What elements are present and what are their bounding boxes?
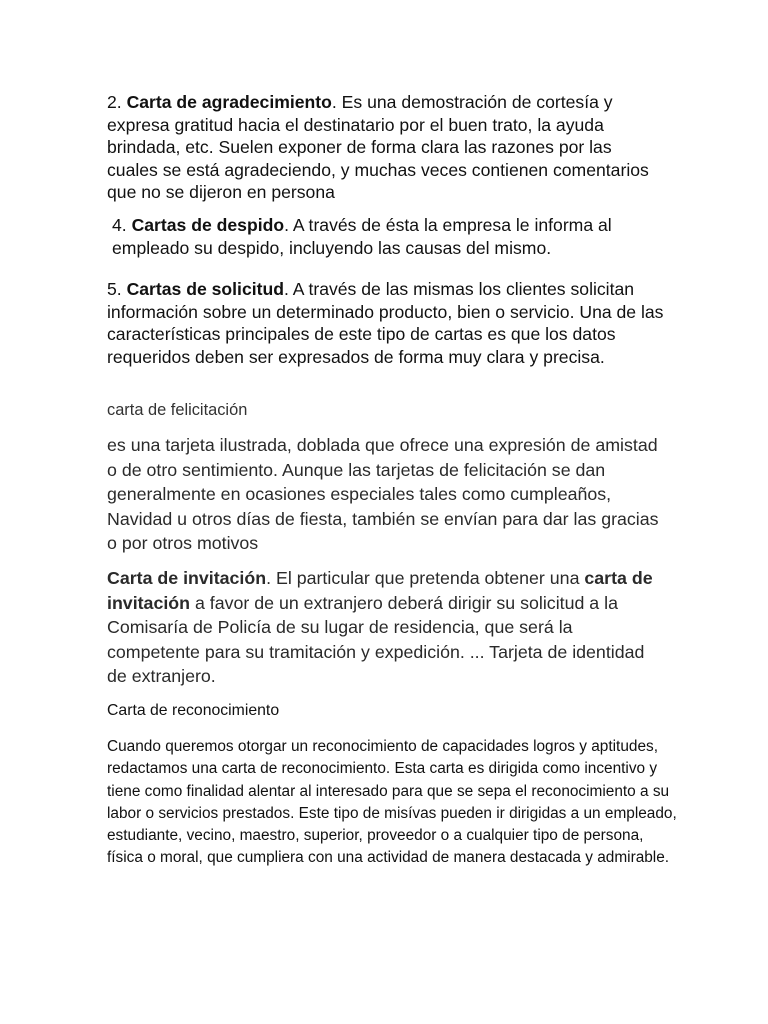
- term-carta-agradecimiento: Carta de agradecimiento: [126, 92, 332, 112]
- paragraph-text: . El particular que pretenda obtener una: [266, 568, 585, 588]
- paragraph-cartas-solicitud: [107, 278, 667, 368]
- paragraph-carta-reconocimiento: Cuando queremos otorgar un reconocimiento de capacidades logros y aptitudes, redactamos una carta de reconocimiento. Esta carta es dirigida como incentivo y tiene como finalidad alentar al interesado para que se sepa el reconocimiento a su labor o servicios prestados. Este tipo de misívas pueden ir dirigidas a un empleado, estudiante, vecino, maestro, superior, proveedor o a cualquier tipo de persona, física o moral, que cumpliera con una actividad de manera destacada y admirable.: [107, 738, 677, 867]
- item-number: 4.: [112, 215, 132, 235]
- item-number: 5.: [107, 279, 127, 299]
- term-carta-invitacion: Carta de invitación: [107, 568, 267, 588]
- paragraph-carta-felicitacion: es una tarjeta ilustrada, doblada que ofrece una expresión de amistad o de otro sentimiento. Aunque las tarjetas de felicitación se dan generalmente en ocasiones especiales tales como cumpleaños, Navidad u otros días de fiesta, también se envían para dar las gracias o por otros motivos: [107, 435, 659, 553]
- heading-carta-reconocimiento: Carta de reconocimiento: [107, 702, 280, 719]
- term-cartas-despido: Cartas de despido: [131, 215, 285, 235]
- heading-carta-felicitacion: carta de felicitación: [107, 401, 248, 419]
- item-number: 2.: [107, 92, 127, 112]
- paragraph-carta-agradecimiento: [107, 91, 667, 204]
- paragraph-carta-invitacion: [107, 566, 667, 689]
- term-cartas-solicitud: Cartas de solicitud: [126, 279, 284, 299]
- paragraph-cartas-despido: [107, 214, 667, 259]
- paragraph-text: . A través de ésta la empresa le informa al empleado su despido, incluyendo las causas del mismo.: [112, 215, 612, 258]
- paragraph-text: a favor de un extranjero deberá dirigir su solicitud a la Comisaría de Policía de su lugar de residencia, que será la competente para su tramitación y expedición. ... Tarjeta de identidad de extranjero.: [107, 592, 645, 686]
- term-carta-invitacion-inline: carta de invitación: [107, 568, 653, 613]
- paragraph-text: . A través de las mismas los clientes solicitan información sobre un determinado producto, bien o servicio. Una de las características principales de este tipo de cartas es que los datos requeridos deben ser expresados de forma muy clara y precisa.: [107, 279, 664, 367]
- paragraph-text: . Es una demostración de cortesía y expresa gratitud hacia el destinatario por el buen trato, la ayuda brindada, etc. Suelen exponer de forma clara las razones por las cuales se está agradeciendo, y muchas veces contienen comentarios que no se dijeron en persona: [107, 92, 649, 202]
